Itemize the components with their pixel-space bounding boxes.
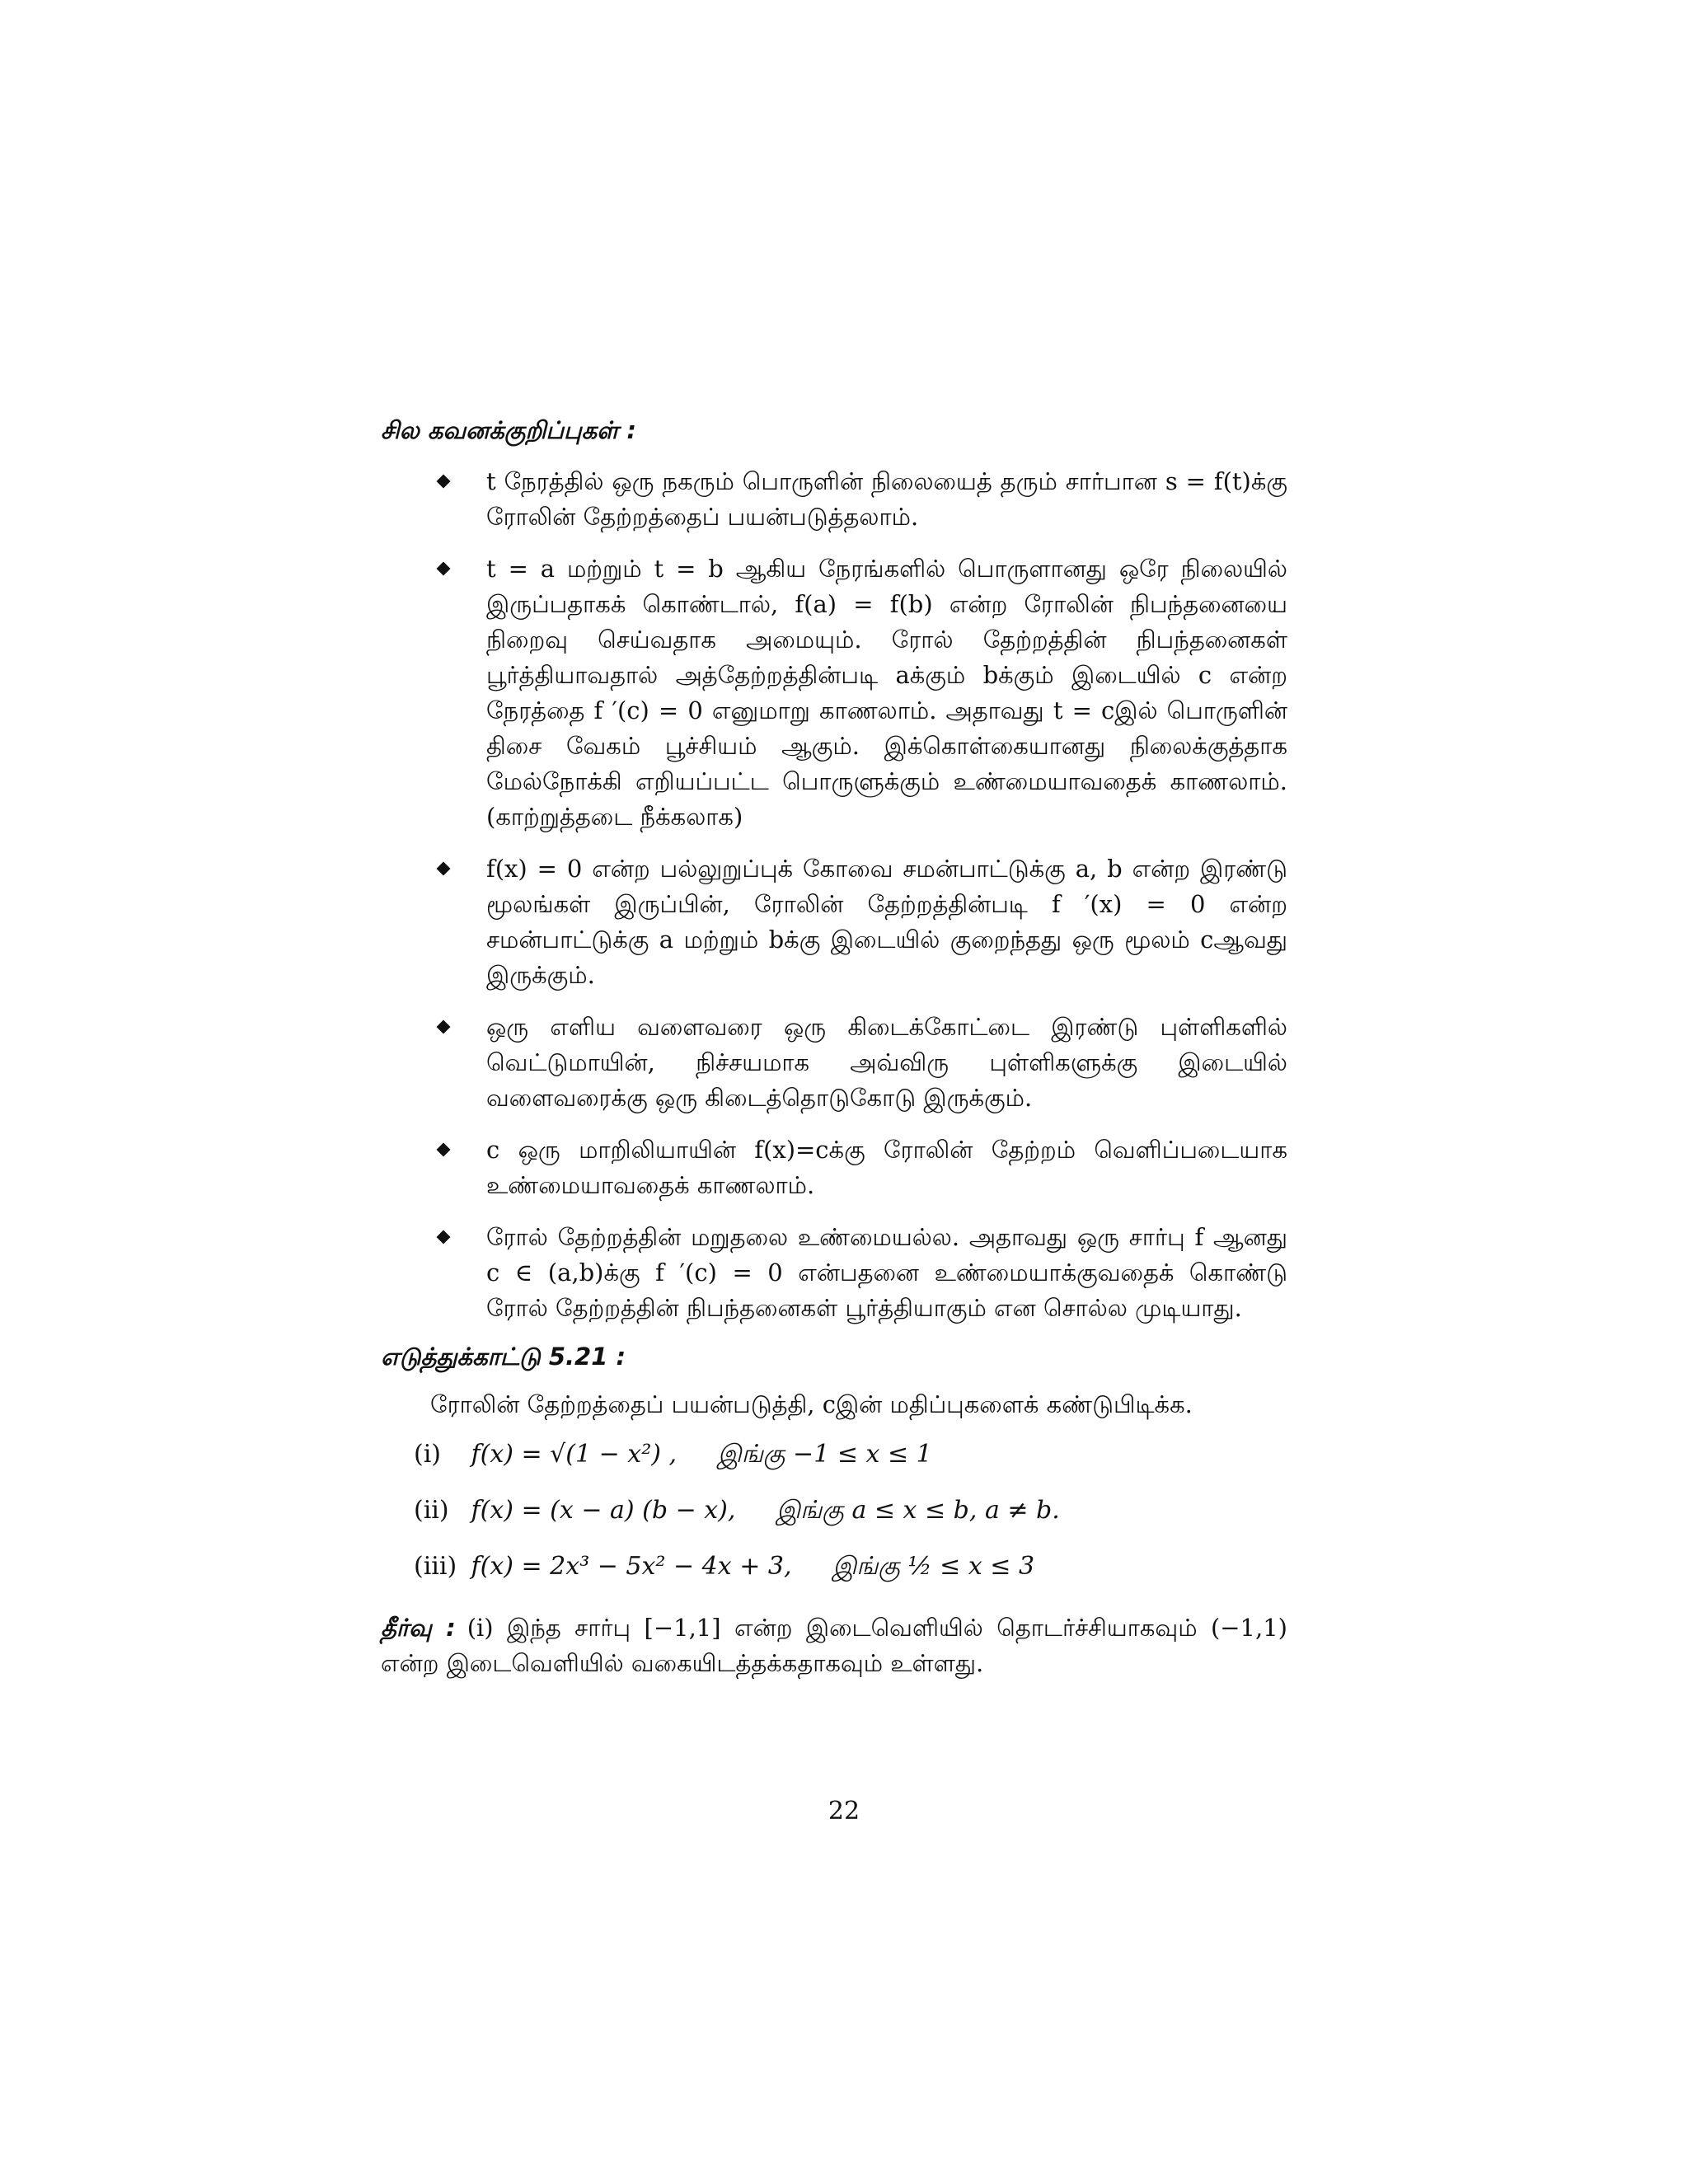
problem-expression: f(x) = √(1 − x²) , xyxy=(471,1440,678,1469)
problem-item xyxy=(381,1492,1287,1530)
note-item xyxy=(381,1010,1287,1116)
note-item xyxy=(381,1220,1287,1326)
problem-label: (ii) xyxy=(414,1496,449,1525)
note-item xyxy=(381,551,1287,835)
problem-expression: f(x) = 2x³ − 5x² − 4x + 3, xyxy=(471,1552,792,1581)
note-text: ரோல் தேற்றத்தின் மறுதலை உண்மையல்ல. அதாவது ஒரு சார்பு f ஆனது c ∈ (a,b)க்கு f ′(c) = 0 என்பதனை உண்மையாக்குவதைக் கொண்டு ரோல் தேற்றத்தின் நிபந்தனைகள் பூர்த்தியாகும் என சொல்ல முடியாது. xyxy=(486,1223,1287,1322)
note-text: ஒரு எளிய வளைவரை ஒரு கிடைக்கோட்டை இரண்டு புள்ளிகளில் வெட்டுமாயின், நிச்சயமாக அவ்விரு புள்ளிகளுக்கு இடையில் வளைவரைக்கு ஒரு கிடைத்தொடுகோடு இருக்கும். xyxy=(486,1013,1287,1112)
note-item xyxy=(381,464,1287,535)
problem-label: (iii) xyxy=(414,1552,457,1581)
page-number: 22 xyxy=(828,1797,860,1825)
problem-label: (i) xyxy=(414,1440,442,1469)
diamond-bullet-icon xyxy=(437,1230,451,1244)
notes-heading: சில கவனக்குறிப்புகள் : xyxy=(381,416,636,444)
notes-list xyxy=(381,464,1287,1326)
example-heading: எடுத்துக்காட்டு 5.21 : xyxy=(381,1343,626,1371)
diamond-bullet-icon xyxy=(437,1143,451,1157)
page-content xyxy=(381,416,1287,1681)
problem-condition: இங்கு ½ ≤ x ≤ 3 xyxy=(832,1552,1035,1581)
problem-expression: f(x) = (x − a) (b − x), xyxy=(471,1496,736,1525)
note-item xyxy=(381,1132,1287,1203)
note-text: f(x) = 0 என்ற பல்லுறுப்புக் கோவை சமன்பாட்டுக்கு a, b என்ற இரண்டு மூலங்கள் இருப்பின், ரோலின் தேற்றத்தின்படி f ′(x) = 0 என்ற சமன்பாட்டுக்கு a மற்றும் bக்கு இடையில் குறைந்தது ஒரு மூலம் cஆவது இருக்கும். xyxy=(486,855,1287,989)
solution-text: (i) இந்த சார்பு [−1,1] என்ற இடைவெளியில் தொடர்ச்சியாகவும் (−1,1) என்ற இடைவெளியில் வகையிடத்தக்கதாகவும் உள்ளது. xyxy=(381,1614,1287,1677)
diamond-bullet-icon xyxy=(437,475,451,489)
example-instruction: ரோலின் தேற்றத்தைப் பயன்படுத்தி, cஇன் மதிப்புகளைக் கண்டுபிடிக்க. xyxy=(430,1390,1193,1418)
note-text: c ஒரு மாறிலியாயின் f(x)=cக்கு ரோலின் தேற்றம் வெளிப்படையாக உண்மையாவதைக் காணலாம். xyxy=(486,1136,1287,1199)
problem-item xyxy=(381,1548,1287,1586)
note-text: t நேரத்தில் ஒரு நகரும் பொருளின் நிலையைத் தரும் சார்பான s = f(t)க்கு ரோலின் தேற்றத்தைப் பயன்படுத்தலாம். xyxy=(486,467,1287,531)
problem-condition: இங்கு −1 ≤ x ≤ 1 xyxy=(717,1440,932,1469)
solution-label: தீர்வு : xyxy=(381,1614,456,1642)
diamond-bullet-icon xyxy=(437,1020,451,1034)
diamond-bullet-icon xyxy=(437,862,451,876)
solution-block xyxy=(381,1610,1287,1681)
problem-item xyxy=(381,1436,1287,1474)
note-text: t = a மற்றும் t = b ஆகிய நேரங்களில் பொருளானது ஒரே நிலையில் இருப்பதாகக் கொண்டால், f(a) = f(b) என்ற ரோலின் நிபந்தனையை நிறைவு செய்வதாக அமையும். ரோல் தேற்றத்தின் நிபந்தனைகள் பூர்த்தியாவதால் அத்தேற்றத்தின்படி aக்கும் bக்கும் இடையில் c என்ற நேரத்தை f ′(c) = 0 எனுமாறு காணலாம். அதாவது t = cஇல் பொருளின் திசை வேகம் பூச்சியம் ஆகும். இக்கொள்கையானது நிலைக்குத்தாக மேல்நோக்கி எறியப்பட்ட பொருளுக்கும் உண்மையாவதைக் காணலாம். (காற்றுத்தடை நீக்கலாக) xyxy=(486,555,1287,831)
problem-condition: இங்கு a ≤ x ≤ b, a ≠ b. xyxy=(776,1496,1060,1525)
diamond-bullet-icon xyxy=(437,562,451,576)
note-item xyxy=(381,851,1287,993)
